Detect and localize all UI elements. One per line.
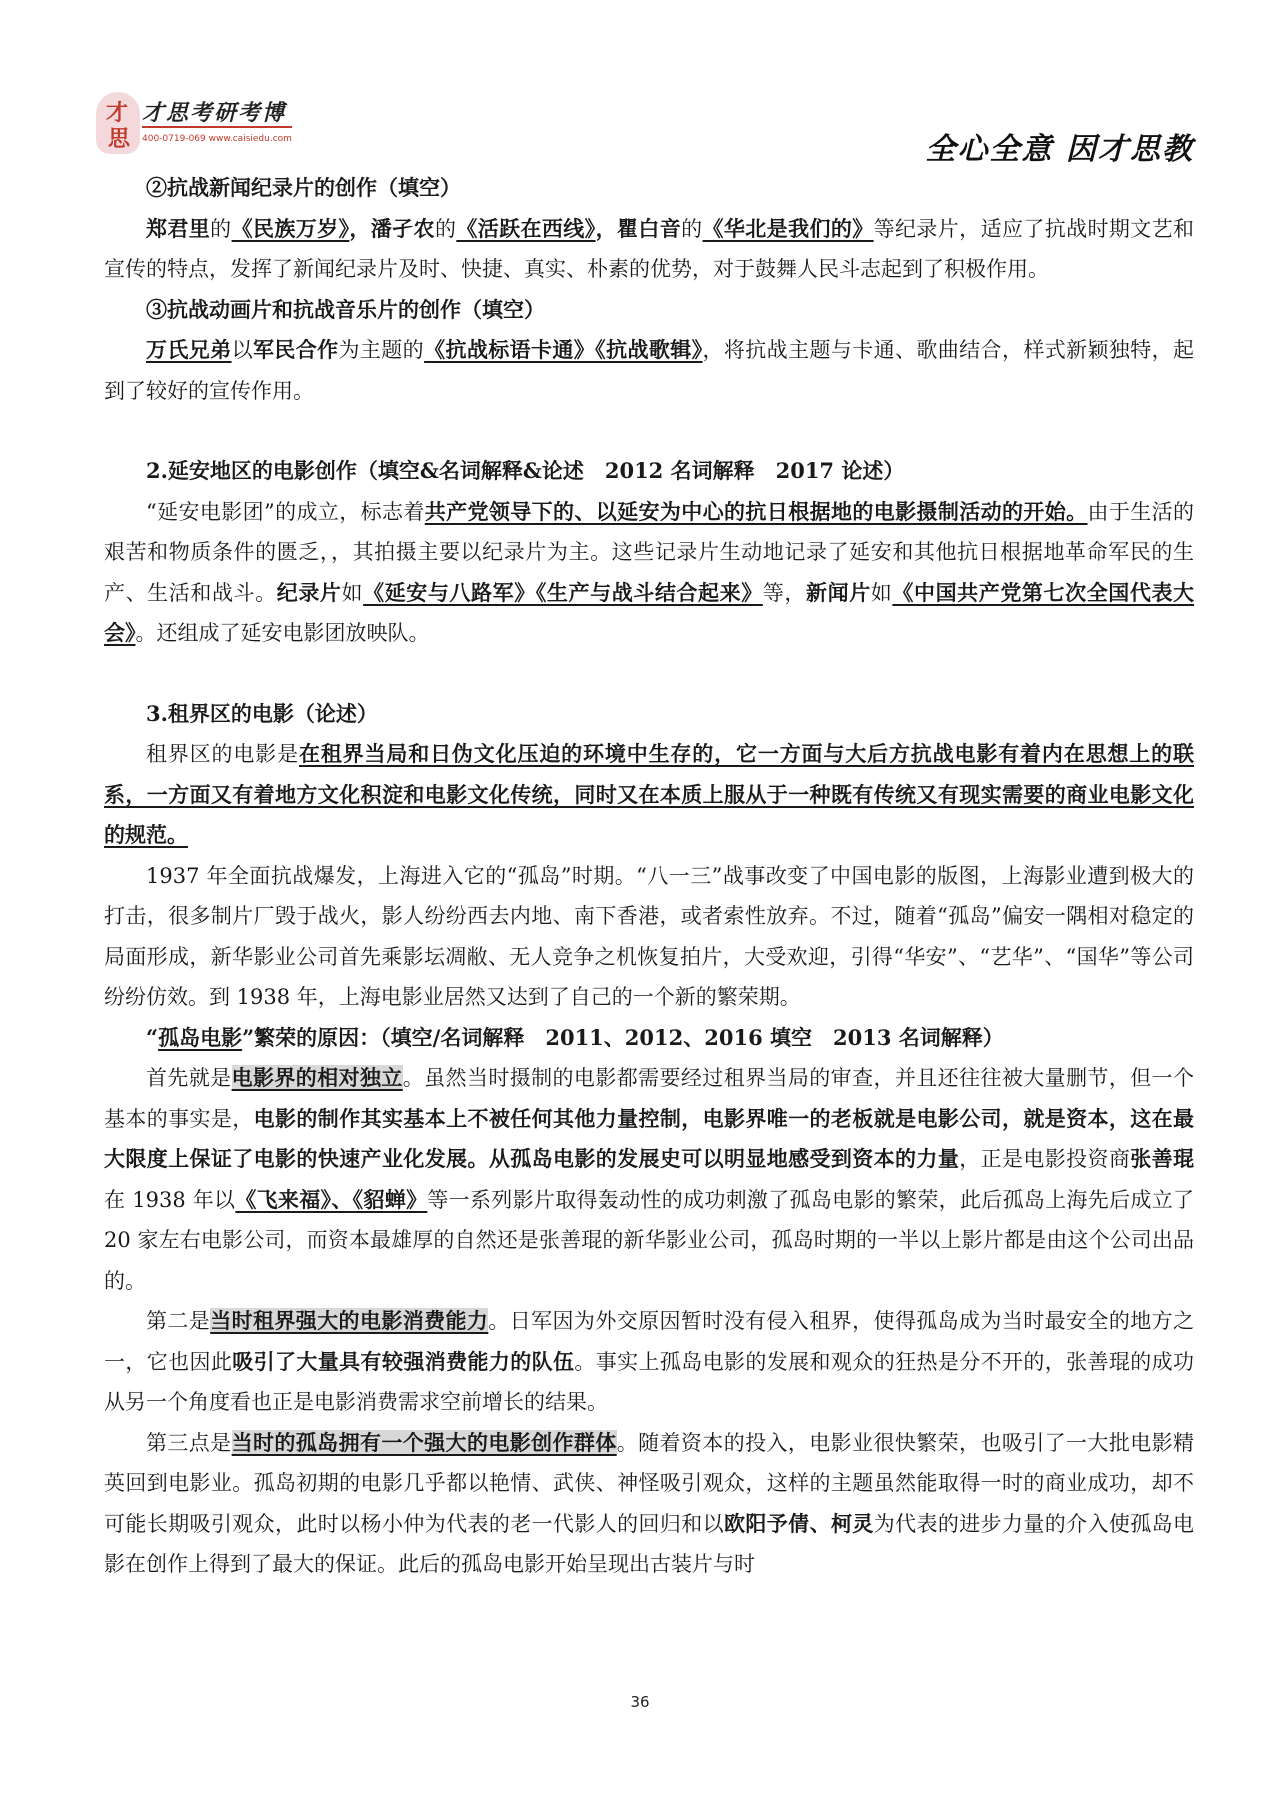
page-header <box>0 0 1280 165</box>
paragraph: 第三点是当时的孤岛拥有一个强大的电影创作群体。随着资本的投入，电影业很快繁荣，也吸引了一大批电影精英回到电影业。孤岛初期的电影几乎都以艳情、武侠、神怪吸引观众，这样的主题虽然能取得一时的商业成功，却不可能长期吸引观众，此时以杨小仲为代表的老一代影人的回归和以欧阳予倩、柯灵为代表的进步力量的介入使孤岛电影在创作上得到了最大的保证。此后的孤岛电影开始呈现出古装片与时 <box>104 1429 1195 1576</box>
section-heading: 3.租界区的电影（论述） <box>146 700 378 726</box>
logo-seal-icon <box>96 92 140 154</box>
paragraph: 郑君里的《民族万岁》，潘孑农的《活跃在西线》，瞿白音的《华北是我们的》等纪录片，适应了抗战时期文艺和宣传的特点，发挥了新闻纪录片及时、快捷、真实、朴素的优势，对于鼓舞人民斗志起到了积极作用。 <box>104 215 1195 281</box>
paragraph: 首先就是电影界的相对独立。虽然当时摄制的电影都需要经过租界当局的审查，并且还往往被大量删节，但一个基本的事实是，电影的制作其实基本上不被任何其他力量控制，电影界唯一的老板就是电影公司，就是资本，这在最大限度上保证了电影的快速产业化发展。从孤岛电影的发展史可以明显地感受到资本的力量，正是电影投资商张善琨在 1938 年以《飞来福》、《貂蝉》等一系列影片取得轰动性的成功刺激了孤岛电影的繁荣，此后孤岛上海先后成立了 20 家左右电影公司，而资本最雄厚的自然还是张善琨的新华影业公司，孤岛时期的一半以上影片都是由这个公司出品的。 <box>104 1065 1195 1293</box>
logo-divider <box>142 126 292 128</box>
page-number: 36 <box>630 1693 650 1711</box>
paragraph: 万氏兄弟以军民合作为主题的《抗战标语卡通》《抗战歌辑》，将抗战主题与卡通、歌曲结合，样式新颖独特，起到了较好的宣传作用。 <box>104 337 1195 403</box>
header-motto: 全心全意 因才思教 <box>925 132 1194 167</box>
spacer <box>104 654 1194 694</box>
document-body <box>104 168 1194 1585</box>
brand-logo <box>96 92 296 154</box>
spacer <box>104 411 1194 451</box>
section-heading: ③抗战动画片和抗战音乐片的创作（填空） <box>146 296 545 322</box>
logo-seal-char-2: 思 <box>108 126 131 152</box>
section-heading: ②抗战新闻纪录片的创作（填空） <box>146 175 461 200</box>
logo-seal-char-1: 才 <box>106 100 129 126</box>
logo-name: 才思考研考博 <box>142 100 287 126</box>
paragraph: 第二是当时租界强大的电影消费能力。日军因为外交原因暂时没有侵入租界，使得孤岛成为当时最安全的地方之一，它也因此吸引了大量具有较强消费能力的队伍。事实上孤岛电影的发展和观众的狂热是分不开的，张善琨的成功从另一个角度看也正是电影消费需求空前增长的结果。 <box>104 1308 1195 1414</box>
paragraph: “延安电影团”的成立，标志着共产党领导下的、以延安为中心的抗日根据地的电影摄制活动的开始。由于生活的艰苦和物质条件的匮乏，，其拍摄主要以纪录片为主。这些记录片生动地记录了延安和其他抗日根据地革命军民的生产、生活和战斗。纪录片如《延安与八路军》《生产与战斗结合起来》等，新闻片如《中国共产党第七次全国代表大会》。还组成了延安电影团放映队。 <box>104 498 1195 645</box>
paragraph: 1937 年全面抗战爆发，上海进入它的“孤岛”时期。“八一三”战事改变了中国电影的版图，上海影业遭到极大的打击，很多制片厂毁于战火，影人纷纷西去内地、南下香港，或者索性放弃。不过，随着“孤岛”偏安一隅相对稳定的局面形成，新华影业公司首先乘影坛凋敝、无人竞争之机恢复拍片，大受欢迎，引得“华安”、“艺华”、“国华”等公司纷纷仿效。到 1938 年，上海电影业居然又达到了自己的一个新的繁荣期。 <box>104 863 1194 1009</box>
paragraph: 租界区的电影是在租界当局和日伪文化压迫的环境中生存的，它一方面与大后方抗战电影有着内在思想上的联系，一方面又有着地方文化积淀和电影文化传统，同时又在本质上服从于一种既有传统又有现实需要的商业电影文化的规范。 <box>104 741 1195 847</box>
section-heading: 2.延安地区的电影创作（填空&名词解释&论述 2012 名词解释 2017 论述） <box>146 458 905 483</box>
section-heading: “孤岛电影”繁荣的原因：（填空/名词解释 2011、2012、2016 填空 2013 名词解释） <box>146 1024 1004 1050</box>
logo-contact: 400-0719-069 www.caisiedu.com <box>142 134 292 144</box>
